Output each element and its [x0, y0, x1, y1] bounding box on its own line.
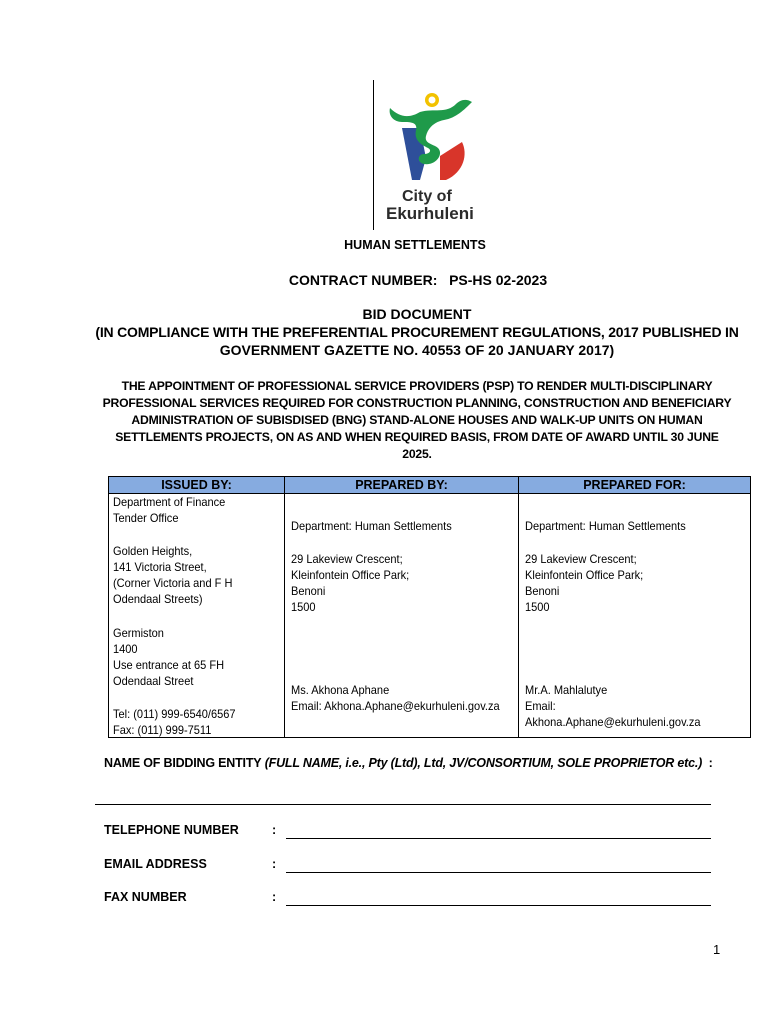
telephone-input-line[interactable]	[286, 838, 711, 839]
prepared-for-contact: Mr.A. Mahlalutye Email: Akhona.Aphane@ekurhuleni.gov.za	[525, 683, 701, 729]
page-number: 1	[713, 942, 721, 957]
description-line: PROFESSIONAL SERVICES REQUIRED FOR CONSTRUCTION PLANNING, CONSTRUCTION AND BENEFICIARY	[102, 396, 732, 410]
email-label: EMAIL ADDRESS	[104, 857, 207, 871]
logo-divider	[373, 80, 374, 230]
bidding-entity-line	[104, 756, 713, 770]
issued-by-contact: Tel: (011) 999-6540/6567 Fax: (011) 999-7511	[113, 707, 236, 737]
prepared-for-address: 29 Lakeview Crescent; Kleinfontein Office Park; Benoni 1500	[525, 552, 644, 614]
bidding-entity-label: NAME OF BIDDING ENTITY	[104, 756, 262, 770]
telephone-label: TELEPHONE NUMBER	[104, 823, 239, 837]
fax-input-line[interactable]	[286, 905, 711, 906]
description-line: ADMINISTRATION OF SUBISDISED (BNG) STAND-ALONE HOUSES AND WALK-UP UNITS ON HUMAN	[131, 413, 703, 427]
bidding-entity-hint: (FULL NAME, i.e., Pty (Ltd), Ltd, JV/CONSORTIUM, SOLE PROPRIETOR etc.)	[264, 756, 703, 770]
prepared-for-column	[518, 477, 750, 737]
logo-wordmark	[386, 188, 474, 222]
issued-by-header: ISSUED BY:	[109, 477, 284, 494]
logo-line2: Ekurhuleni	[386, 204, 474, 223]
description-line: 2025.	[402, 447, 432, 461]
prepared-by-header: PREPARED BY:	[285, 477, 518, 494]
issued-by-city: Germiston 1400 Use entrance at 65 FH Odendaal Street	[113, 626, 225, 688]
project-description	[0, 378, 770, 463]
description-line: SETTLEMENTS PROJECTS, ON AS AND WHEN REQUIRED BASIS, FROM DATE OF AWARD UNTIL 30 JUNE	[115, 430, 719, 444]
bidding-entity-input-line[interactable]	[95, 804, 711, 805]
prepared-by-address: 29 Lakeview Crescent; Kleinfontein Office Park; Benoni 1500	[291, 552, 410, 614]
compliance-line-1: (IN COMPLIANCE WITH THE PREFERENTIAL PROCUREMENT REGULATIONS, 2017 PUBLISHED IN	[95, 324, 739, 340]
city-of-ekurhuleni-logo	[380, 88, 490, 188]
bidding-entity-colon: :	[708, 756, 713, 770]
fax-colon: :	[272, 890, 277, 904]
contract-number-label: CONTRACT NUMBER:	[288, 272, 438, 288]
description-line: THE APPOINTMENT OF PROFESSIONAL SERVICE PROVIDERS (PSP) TO RENDER MULTI-DISCIPLINARY	[121, 379, 713, 393]
prepared-by-contact: Ms. Akhona Aphane Email: Akhona.Aphane@ekurhuleni.gov.za	[291, 683, 500, 713]
department-heading: HUMAN SETTLEMENTS	[344, 238, 486, 252]
logo-line1: City of	[402, 188, 452, 205]
prepared-by-column	[284, 477, 518, 737]
contract-number-value: PS-HS 02-2023	[449, 272, 548, 288]
issued-by-org: Department of Finance Tender Office	[113, 495, 226, 525]
issuing-details-table	[108, 476, 751, 738]
email-input-line[interactable]	[286, 872, 711, 873]
fax-label: FAX NUMBER	[104, 890, 187, 904]
prepared-by-dept: Department: Human Settlements	[291, 519, 452, 533]
contract-number-line	[0, 272, 770, 288]
compliance-line-2: GOVERNMENT GAZETTE NO. 40553 OF 20 JANUARY 2017)	[219, 342, 615, 358]
issued-by-column	[109, 477, 284, 737]
telephone-colon: :	[272, 823, 277, 837]
prepared-for-header: PREPARED FOR:	[519, 477, 750, 494]
prepared-for-dept: Department: Human Settlements	[525, 519, 686, 533]
issued-by-address: Golden Heights, 141 Victoria Street, (Corner Victoria and F H Odendaal Streets)	[113, 544, 233, 606]
email-colon: :	[272, 857, 277, 871]
bid-document-title: BID DOCUMENT	[362, 306, 472, 322]
